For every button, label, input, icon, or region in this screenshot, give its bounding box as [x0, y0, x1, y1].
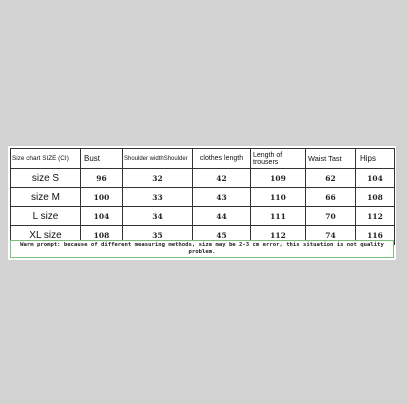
header-bust: Bust [81, 149, 123, 169]
bust-value: 104 [81, 207, 123, 226]
hips-value: 116 [356, 226, 395, 245]
size-label: XL size [11, 226, 81, 245]
hips-value: 108 [356, 188, 395, 207]
size-label: size S [11, 169, 81, 188]
bust-value: 100 [81, 188, 123, 207]
shoulder-value: 35 [123, 226, 193, 245]
warm-prompt-note: Warm prompt: because of different measuring methods, size may be 2-3 cm error, this situation is not quality problem. [10, 240, 394, 258]
shoulder-value: 33 [123, 188, 193, 207]
clothes-length-value: 42 [193, 169, 251, 188]
header-size: Size chart SIZE (CI) [11, 149, 81, 169]
trousers-length-value: 109 [251, 169, 306, 188]
clothes-length-value: 43 [193, 188, 251, 207]
trousers-length-value: 112 [251, 226, 306, 245]
table-row [11, 169, 395, 188]
bust-value: 108 [81, 226, 123, 245]
trousers-length-value: 111 [251, 207, 306, 226]
size-label: L size [11, 207, 81, 226]
shoulder-value: 34 [123, 207, 193, 226]
bust-value: 96 [81, 169, 123, 188]
clothes-length-value: 45 [193, 226, 251, 245]
header-hips: Hips [356, 149, 395, 169]
size-chart-card [8, 146, 396, 260]
table-row [11, 188, 395, 207]
hips-value: 104 [356, 169, 395, 188]
header-trousers-length: Length of trousers [251, 149, 306, 169]
waist-value: 62 [306, 169, 356, 188]
waist-value: 74 [306, 226, 356, 245]
header-row [11, 149, 395, 169]
clothes-length-value: 44 [193, 207, 251, 226]
header-waist: Waist Tast [306, 149, 356, 169]
trousers-length-value: 110 [251, 188, 306, 207]
size-chart-table [10, 148, 395, 245]
table-row [11, 207, 395, 226]
waist-value: 70 [306, 207, 356, 226]
hips-value: 112 [356, 207, 395, 226]
shoulder-value: 32 [123, 169, 193, 188]
header-shoulder: Shoulder widthShoulder [123, 149, 193, 169]
waist-value: 66 [306, 188, 356, 207]
header-clothes-length: clothes length [193, 149, 251, 169]
size-label: size M [11, 188, 81, 207]
